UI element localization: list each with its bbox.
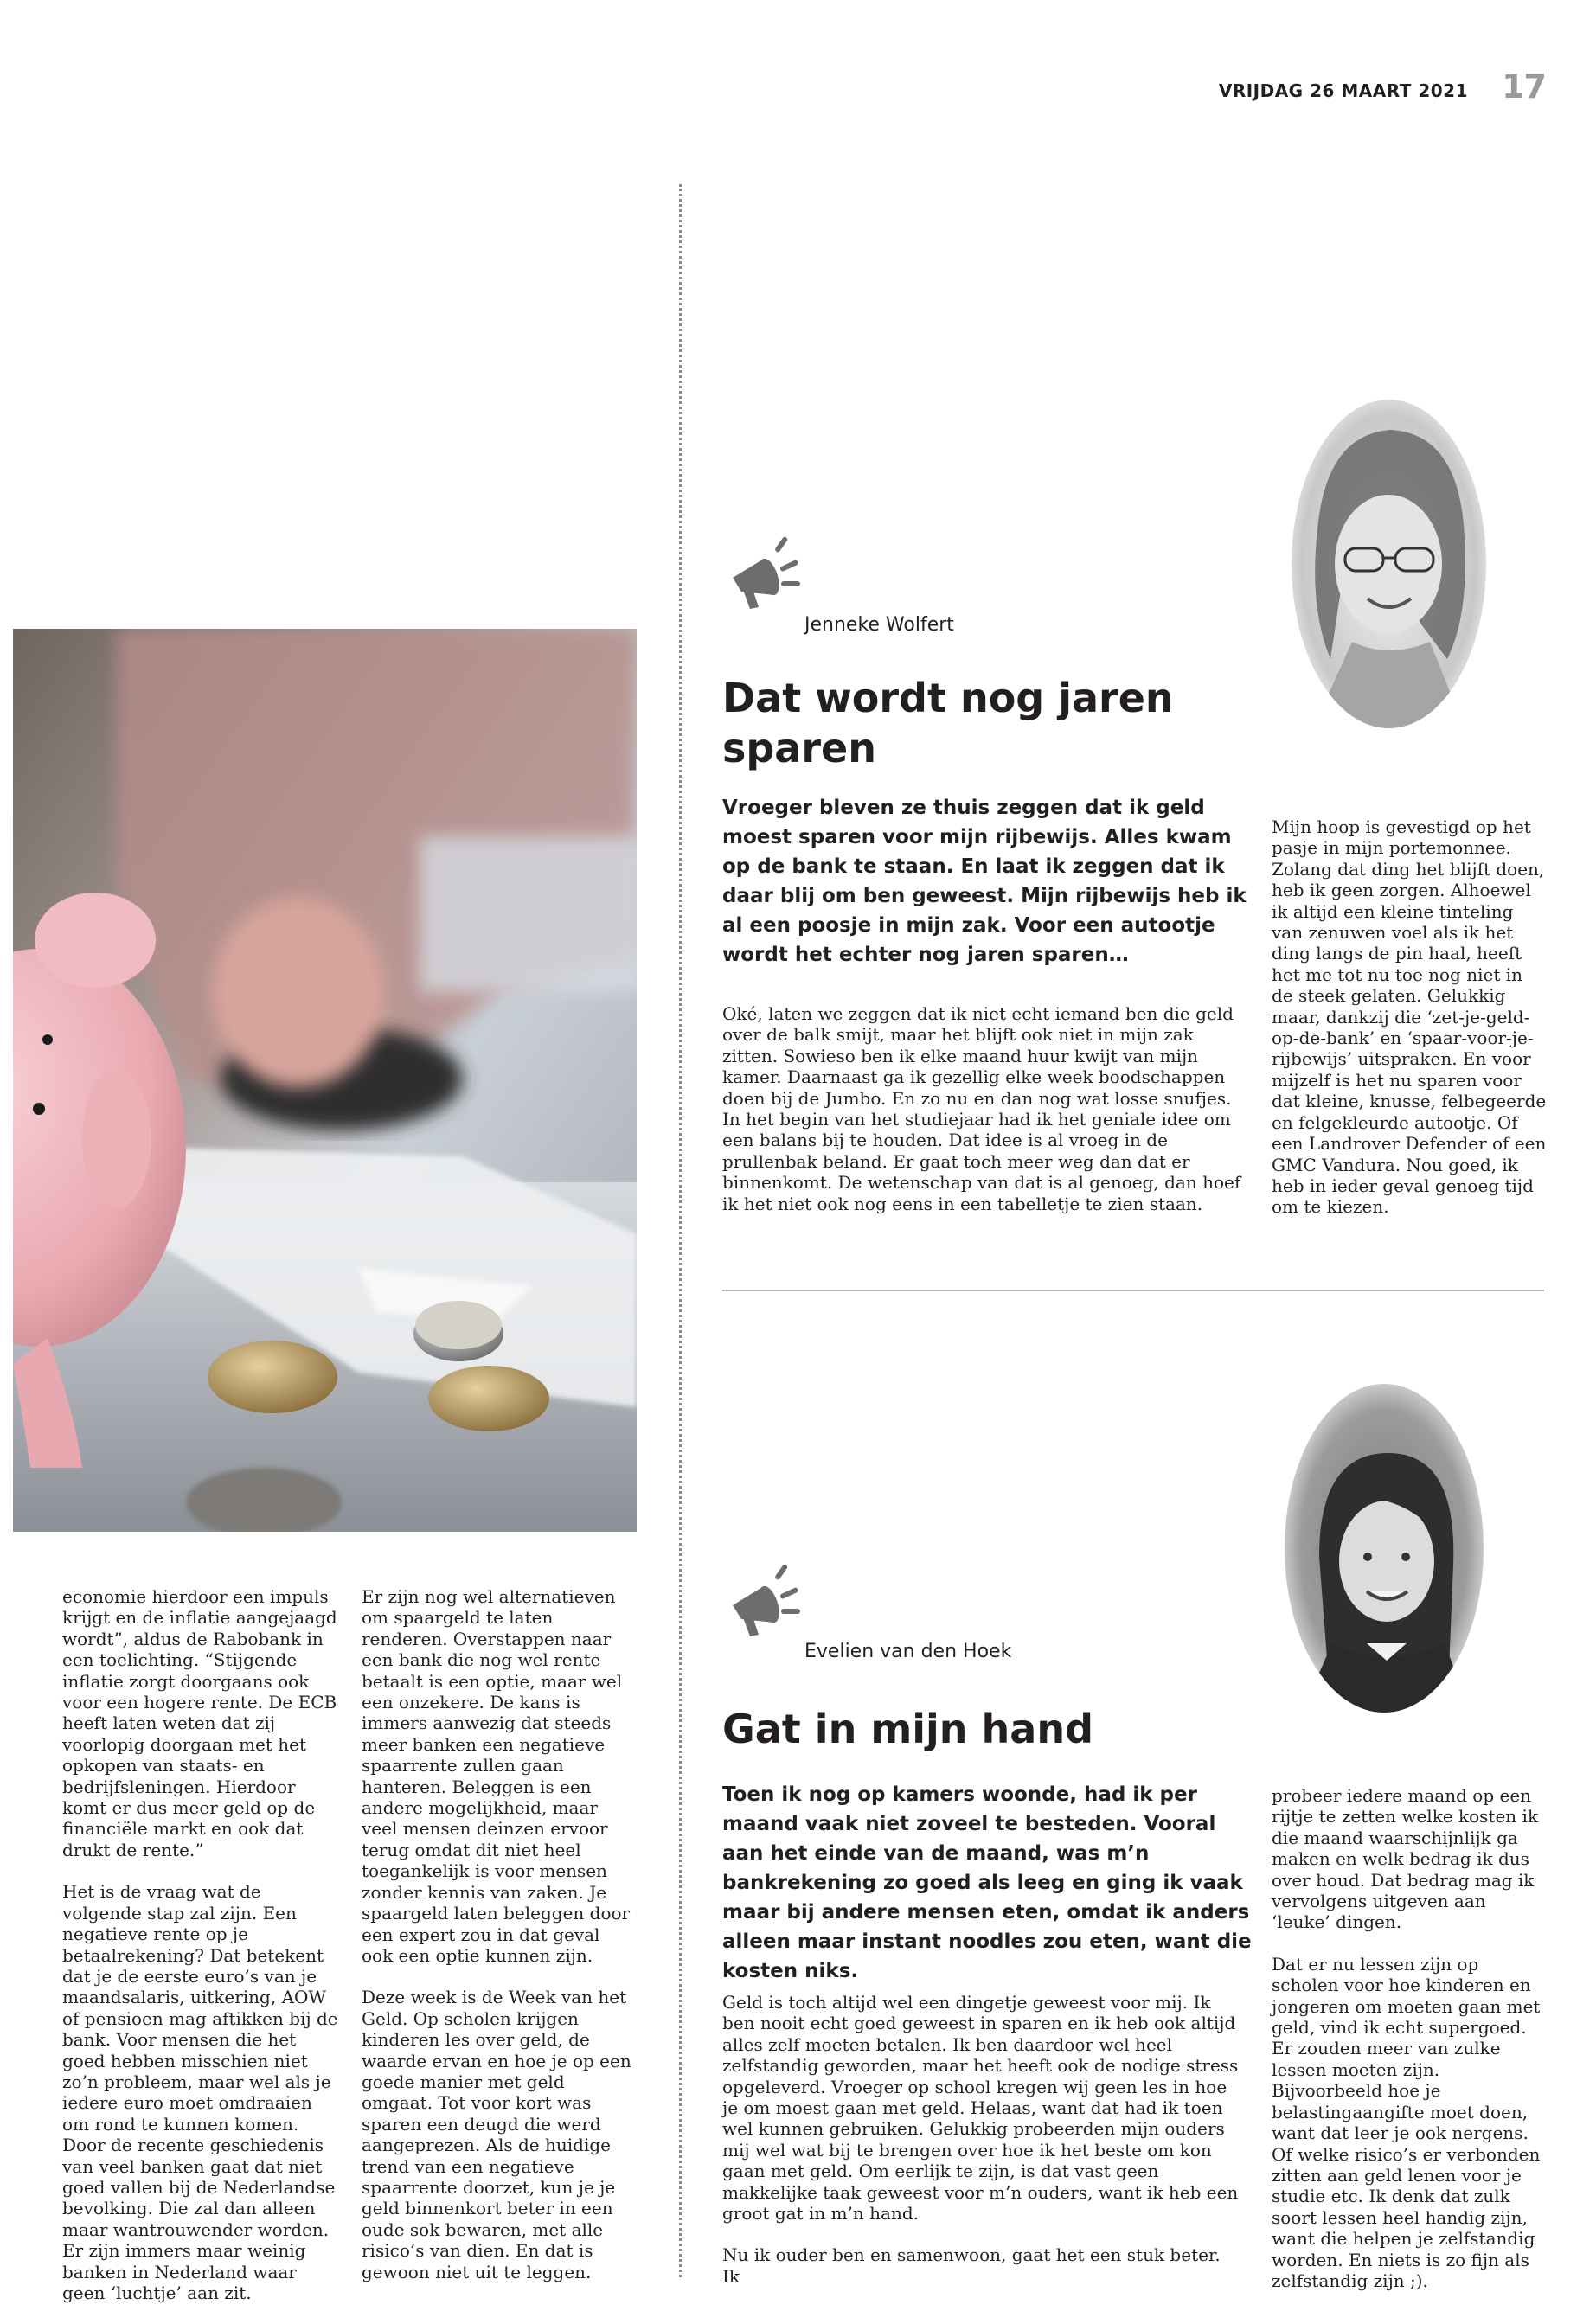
article-intro: Vroeger bleven ze thuis zeggen dat ik geld moest sparen voor mijn rijbewijs. Alles kwam op de bank te staan. En laat ik zeggen dat ik daar blij om ben geweest. Mijn rijbewijs heb ik al een poosje in mijn zak. Voor een autootje wordt het echter nog jaren sparen… bbox=[722, 797, 1247, 966]
page-number: 17 bbox=[1502, 67, 1546, 106]
issue-date: VRIJDAG 26 MAART 2021 bbox=[1218, 80, 1468, 101]
author-name: Evelien van den Hoek bbox=[804, 1641, 1012, 1662]
article-headline: Gat in mijn hand bbox=[722, 1706, 1094, 1752]
article-body-side bbox=[1272, 1785, 1548, 2312]
continuation-column-2 bbox=[362, 1586, 634, 2303]
body-paragraph: probeer iedere maand op een rijtje te zetten welke kosten ik die maand waarschijnlijk ga maken en welk bedrag ik dus over houd. Dat bedrag mag ik vervolgens uitgeven aan ‘leuke’ dingen. bbox=[1272, 1785, 1539, 1933]
column-divider bbox=[679, 184, 682, 2277]
body-paragraph: Mijn hoop is gevestigd op het pasje in mijn portemonnee. Zolang dat ding het blijft doen, heb ik geen zorgen. Alhoewel ik altijd een kleine tinteling van zenuwen voel als ik het ding langs de pin haal, heeft het me tot nu toe nog niet in de steek gelaten. Gelukkig maar, dankzij die ‘zet-je-geld-op-de-bank’ en ‘spaar-voor-je-rijbewijs’ uitspraken. En voor mijzelf is het nu sparen voor dat kleine, knusse, felbegeerde en felgekleurde autootje. Of een Landrover Defender of een GMC Vandura. Nou goed, ik heb in ieder geval genoeg tijd om te kiezen. bbox=[1272, 816, 1547, 1218]
megaphone-icon bbox=[721, 529, 816, 624]
article-body-main bbox=[722, 1992, 1241, 2308]
article-divider bbox=[722, 1290, 1544, 1291]
body-paragraph: Oké, laten we zeggen dat ik niet echt iemand ben die geld over de balk smijt, maar het blijft ook niet in mijn zak zitten. Sowieso ben ik elke maand huur kwijt van mijn kamer. Daarnaast ga ik gezellig elke week boodschappen doen bij de Jumbo. En zo nu en dan nog wat losse snufjes. In het begin van het studiejaar had ik het geniale idee om een balans bij te houden. Dat idee is al vroeg in de prullenbak beland. Er gaat toch meer weg dan dat er binnenkomt. De wetenschap van dat is al genoeg, dan hoef ik het niet ook nog eens in een tabelletje te zien staan. bbox=[722, 1003, 1241, 1214]
piggy-bank-photo bbox=[13, 629, 637, 1532]
body-paragraph: Geld is toch altijd wel een dingetje geweest voor mij. Ik ben nooit echt goed geweest in sparen en ik heb ook altijd alles zelf moeten betalen. Ik ben daardoor wel heel zelfstandig geworden, maar het heeft ook de nodige stress opgeleverd. Vroeger op school kregen wij geen les in hoe je om moest gaan met geld. Helaas, want dat had ik toen wel kunnen gebruiken. Gelukkig probeerden mijn ouders mij wel wat bij te brengen over hoe ik het beste om kon gaan met geld. Om eerlijk te zijn, is dat vast geen makkelijke taak geweest voor m’n ouders, want ik heb een groot gat in m’n hand. bbox=[722, 1992, 1239, 2225]
article-body-main bbox=[722, 1003, 1241, 1235]
body-paragraph: economie hierdoor een impuls krijgt en de inflatie aangejaagd wordt”, aldus de Rabobank in een toelichting. “Stijgende inflatie zorgt doorgaans ook voor een hogere rente. De ECB heeft laten weten dat zij voorlopig doorgaan met het opkopen van staats- en bedrijfsleningen. Hierdoor komt er dus meer geld op de financiële markt en ook dat drukt de rente.” bbox=[62, 1586, 337, 1860]
article-headline: Dat wordt nog jaren sparen bbox=[722, 675, 1174, 771]
body-paragraph: Nu ik ouder ben en samenwoon, gaat het een stuk beter. Ik bbox=[722, 2244, 1221, 2287]
body-paragraph: Het is de vraag wat de volgende stap zal zijn. Een negatieve rente op je betaalrekening? Dat betekent dat je de eerste euro’s van je maandsalaris, uitkering, AOW of pensioen mag aftikken bij de bank. Voor mensen die het goed hebben misschien niet zo’n probleem, maar wel als je iedere euro moet omdraaien om rond te kunnen komen. Door de recente geschiedenis van veel banken gaat dat niet goed vallen bij de Nederlandse bevolking. Die zal dan alleen maar wantrouwender worden. Er zijn immers maar weinig banken in Nederland waar geen ‘luchtje’ aan zit. bbox=[62, 1881, 338, 2303]
article-intro: Toen ik nog op kamers woonde, had ik per maand vaak niet zoveel te besteden. Vooral aan het einde van de maand, was m’n bankrekening zo goed als leeg en ging ik vaak maar bij andere mensen eten, omdat ik anders alleen maar instant noodles zou eten, want die kosten niks. bbox=[722, 1783, 1252, 1982]
author-portrait-evelien bbox=[1285, 1384, 1484, 1713]
body-paragraph: Er zijn nog wel alternatieven om spaargeld te laten renderen. Overstappen naar een bank die nog wel rente betaalt is een optie, maar wel een onzekere. De kans is immers aanwezig dat steeds meer banken een negatieve spaarrente zullen gaan hanteren. Beleggen is een andere mogelijkheid, maar veel mensen deinzen ervoor terug omdat dit niet heel toegankelijk is voor mensen zonder kennis van zaken. Je spaargeld laten beleggen door een expert zou in dat geval ook een optie kunnen zijn. bbox=[362, 1586, 631, 1966]
body-paragraph: Deze week is de Week van het Geld. Op scholen krijgen kinderen les over geld, de waarde ervan en hoe je op een goede manier met geld omgaat. Tot voor kort was sparen een deugd die werd aangeprezen. Als de huidige trend van een negatieve spaarrente doorzet, kun je je geld binnenkort beter in een oude sok bewaren, met alle risico’s van dien. En dat is gewoon niet uit te leggen. bbox=[362, 1987, 631, 2282]
continuation-column-1 bbox=[62, 1586, 339, 2324]
body-paragraph: Dat er nu lessen zijn op scholen voor hoe kinderen en jongeren om moeten gaan met geld, vind ik echt supergoed. Er zouden meer van zulke lessen moeten zijn. Bijvoorbeeld hoe je belastingaangifte moet doen, want dat leer je ook nergens. Of welke risico’s er verbonden zitten aan geld lenen voor je studie etc. Ik denk dat zulk soort lessen heel handig zijn, want die helpen je zelfstandig worden. En niets is zo fijn als zelfstandig zijn ;). bbox=[1272, 1953, 1541, 2291]
author-name: Jenneke Wolfert bbox=[804, 614, 954, 636]
article-body-side bbox=[1272, 816, 1548, 1239]
megaphone-icon bbox=[721, 1557, 816, 1652]
